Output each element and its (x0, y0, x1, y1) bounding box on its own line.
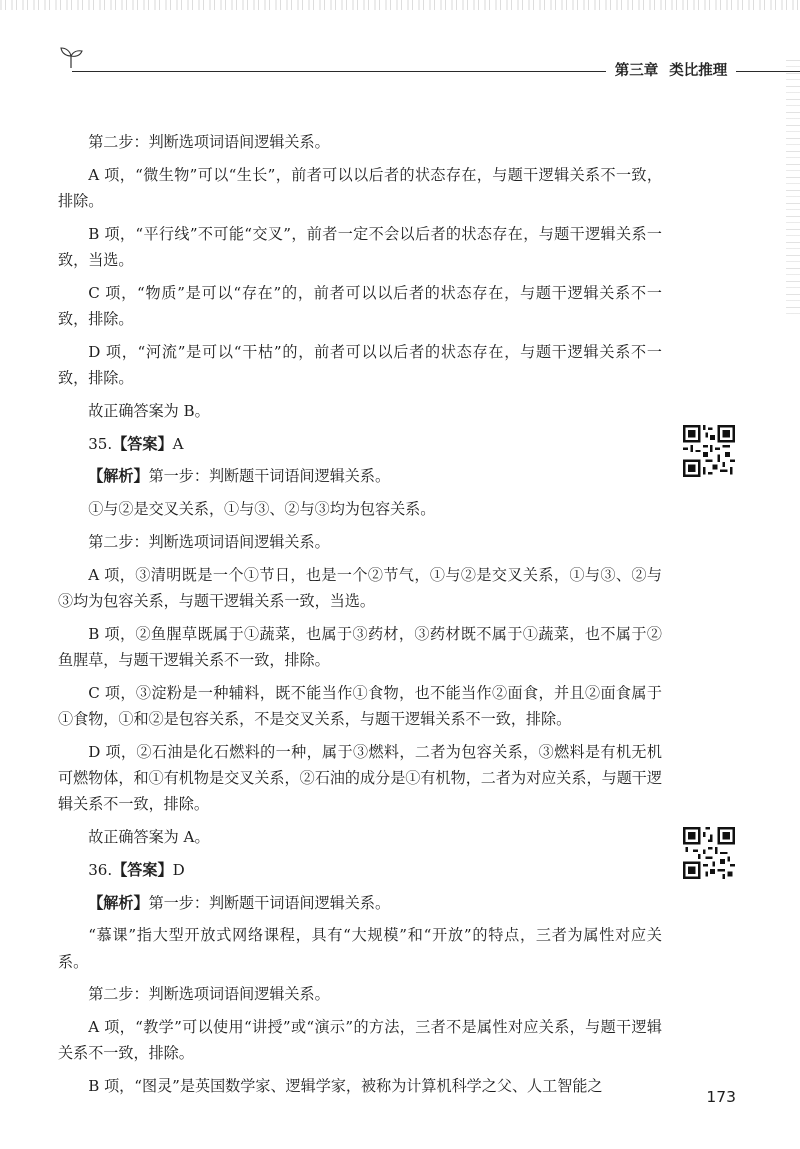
chapter-number: 第三章 (614, 63, 659, 79)
paragraph (58, 129, 662, 155)
paragraph (58, 739, 662, 818)
page-body (58, 129, 662, 1106)
header-rule-left (72, 71, 652, 72)
paragraph (58, 162, 662, 214)
paragraph (58, 981, 662, 1007)
paragraph (58, 562, 662, 614)
scan-noise-top (0, 0, 800, 10)
paragraph-text: C 项，③淀粉是一种辅料，既不能当作①食物，也不能当作②面食，并且②面食属于①食物，①和②是包容关系，不是交叉关系，与题干逻辑关系不一致，排除。 (58, 683, 662, 728)
paragraph-text: D 项，“河流”是可以“干枯”的，前者可以以后者的状态存在，与题干逻辑关系不一致，排除。 (58, 342, 662, 387)
paragraph-text: 第一步：判断题干词语间逻辑关系。 (148, 893, 391, 912)
sprout-icon (58, 44, 84, 70)
analysis-line (58, 890, 662, 916)
answer-label: 【答案】 (112, 434, 173, 453)
paragraph-text: C 项，“物质”是可以“存在”的，前者可以以后者的状态存在，与题干逻辑关系不一致，排除。 (58, 283, 662, 328)
paragraph-text: 第一步：判断题干词语间逻辑关系。 (148, 467, 391, 486)
chapter-heading (606, 59, 736, 83)
paragraph (58, 339, 662, 391)
analysis-label: 【解析】 (88, 893, 149, 912)
page-number: 173 (706, 1088, 736, 1106)
paragraph-text: ①与②是交叉关系，①与③、②与③均为包容关系。 (88, 500, 436, 519)
paragraph (58, 496, 662, 522)
paragraph (58, 1073, 662, 1099)
paragraph-text: B 项，“平行线”不可能“交叉”，前者一定不会以后者的状态存在，与题干逻辑关系一致，当选。 (58, 224, 662, 269)
paragraph (58, 621, 662, 673)
paragraph (58, 280, 662, 332)
header-rule-right (734, 71, 800, 72)
question-number: 35. (88, 434, 113, 453)
analysis-line (58, 463, 662, 489)
paragraph-text: B 项，“图灵”是英国数学家、逻辑学家，被称为计算机科学之父、人工智能之 (88, 1077, 603, 1096)
paragraph-text: A 项，“微生物”可以“生长”，前者可以以后者的状态存在，与题干逻辑关系不一致，排除。 (58, 165, 662, 210)
qr-code-icon[interactable] (683, 827, 735, 879)
paragraph-text: 故正确答案为 B。 (88, 401, 210, 420)
paragraph-text: B 项，②鱼腥草既属于①蔬菜，也属于③药材，③药材既不属于①蔬菜，也不属于②鱼腥草，与题干逻辑关系不一致，排除。 (58, 624, 662, 669)
paragraph-text: A 项，“教学”可以使用“讲授”或“演示”的方法，三者不是属性对应关系，与题干逻辑关系不一致，排除。 (58, 1018, 662, 1063)
answer-line (58, 857, 662, 883)
question-number: 36. (88, 860, 113, 879)
paragraph-text: 故正确答案为 A。 (88, 827, 210, 846)
paragraph-text: A 项，③清明既是一个①节日，也是一个②节气，①与②是交叉关系，①与③、②与③均为包容关系，与题干逻辑关系一致，当选。 (58, 565, 662, 610)
answer-label: 【答案】 (112, 860, 173, 879)
qr-code-icon[interactable] (683, 425, 735, 477)
page-header (58, 44, 800, 84)
paragraph (58, 1014, 662, 1066)
paragraph (58, 398, 662, 424)
paragraph-text: 第二步：判断选项词语间逻辑关系。 (88, 532, 330, 551)
paragraph (58, 221, 662, 273)
analysis-label: 【解析】 (88, 467, 149, 486)
paragraph-text: 第二步：判断选项词语间逻辑关系。 (88, 985, 330, 1004)
paragraph (58, 680, 662, 732)
chapter-title: 类比推理 (669, 63, 728, 79)
answer-value: A (172, 434, 184, 453)
paragraph-text: 第二步：判断选项词语间逻辑关系。 (88, 133, 330, 151)
scan-noise-right (786, 60, 800, 320)
paragraph (58, 529, 662, 555)
answer-value: D (172, 860, 185, 879)
paragraph-text: “慕课”指大型开放式网络课程，具有“大规模”和“开放”的特点，三者为属性对应关系。 (58, 926, 662, 971)
paragraph-text: D 项，②石油是化石燃料的一种，属于③燃料，二者为包容关系，③燃料是有机无机可燃物体，和①有机物是交叉关系，②石油的成分是①有机物，二者为对应关系，与题干逻辑关系不一致，排除。 (58, 742, 662, 814)
paragraph (58, 922, 662, 974)
answer-line (58, 431, 662, 457)
paragraph (58, 824, 662, 850)
